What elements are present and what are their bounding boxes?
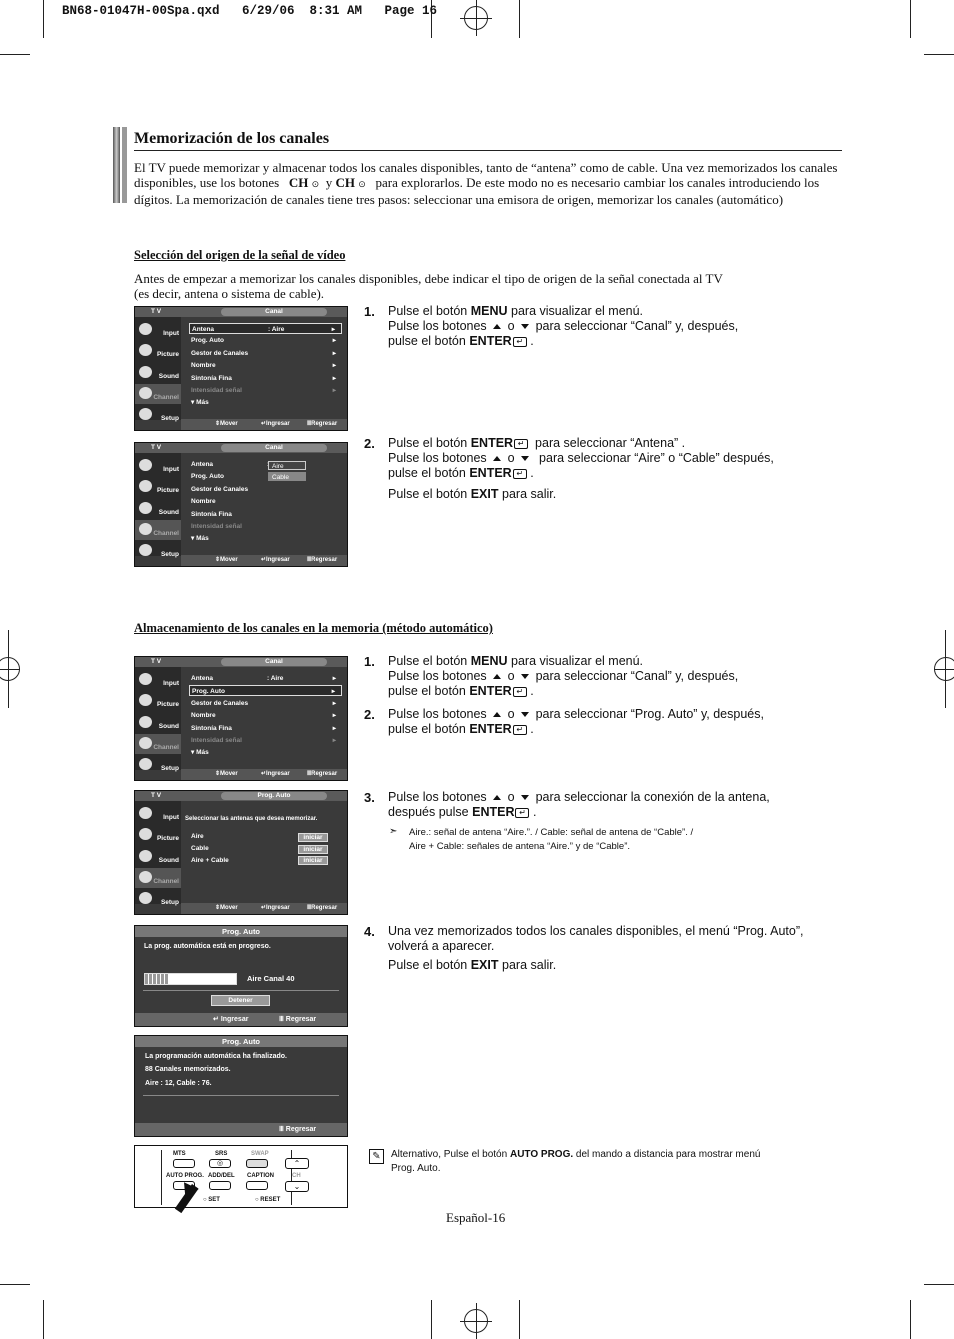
- enter-icon: ↵: [513, 337, 527, 347]
- step-number: 1.: [364, 654, 375, 669]
- option-cable[interactable]: Cable: [268, 472, 306, 481]
- done-message: La programación automática ha finalizado.: [145, 1053, 287, 1060]
- page-title: Memorización de los canales: [134, 130, 330, 147]
- intro-line-2: disponibles, use los botones CH ⊙ y CH ⊙ para explorarlos. De este modo no es necesario cambiar los canales introduciendo los: [134, 175, 820, 190]
- up-arrow-icon: [493, 456, 501, 461]
- caption-button[interactable]: [246, 1181, 268, 1190]
- menu-item-nombre[interactable]: Nombre ▸: [191, 362, 336, 369]
- menu-item-sintonia[interactable]: Sintonía Fina ▸: [191, 725, 336, 732]
- section1-text: Antes de empezar a memorizar los canales disponibles, debe indicar el tipo de origen de la señal conectada al TV (es decir, antena o sistema de cable).: [134, 271, 723, 301]
- channel-icon: [139, 523, 152, 535]
- add-del-button[interactable]: [209, 1181, 231, 1190]
- up-arrow-icon: [493, 324, 501, 329]
- tv-menu-screen-4: T V Prog. Auto Input Picture Sound Channel Setup Seleccionar las antenas que desea memorizar. Aire Cable Aire + Cable iniciar iniciar iniciar ⇕ Mover ↵ Ingresar Ⅲ Regresar: [134, 790, 348, 915]
- up-arrow-icon: [493, 674, 501, 679]
- menu-item-nombre[interactable]: Nombre: [191, 498, 216, 505]
- srs-label: SRS: [215, 1151, 228, 1157]
- swap-label: SWAP: [251, 1151, 269, 1157]
- intro-line-3: dígitos. La memorización de canales tiene tres pasos: seleccionar una emisora de origen, memorizar los canales (automático): [134, 192, 784, 207]
- progress-channel: Aire Canal 40: [247, 974, 295, 983]
- antenna-option-cable[interactable]: Cable: [191, 845, 209, 852]
- menu-item-mas[interactable]: ▾ Más: [191, 399, 209, 406]
- progress-message: La prog. automática está en progreso.: [144, 943, 271, 950]
- section1-heading: Selección del origen de la señal de vídeo: [134, 248, 346, 262]
- sound-icon: [139, 366, 152, 378]
- antenna-option-aire[interactable]: Aire: [191, 833, 204, 840]
- srs-button[interactable]: ◎: [209, 1159, 231, 1168]
- file-header: BN68-01047H-00Spa.qxd 6/29/06 8:31 AM Page 16: [62, 4, 438, 18]
- menu-item-sintonia[interactable]: Sintonía Fina: [191, 511, 232, 518]
- input-icon: [139, 323, 152, 335]
- step-number: 3.: [364, 790, 375, 805]
- sound-icon: [139, 850, 152, 862]
- up-arrow-icon: [493, 712, 501, 717]
- step-number: 4.: [364, 924, 375, 939]
- menu-item-gestor[interactable]: Gestor de Canales: [191, 486, 249, 493]
- ch-down-icon: ⊙: [358, 179, 366, 189]
- menu-item-sintonia[interactable]: Sintonía Fina ▸: [191, 375, 336, 382]
- tv-menu-screen-3: T V Canal Input Picture Sound Channel Setup Antena : Aire ▸ Prog. Auto ▸ Gestor de Canales ▸ Nombre ▸ Sintonía Fina ▸ Intensidad señal ▸ ▾ Más ⇕ Mover ↵ Ingresar Ⅲ Regresar: [134, 656, 348, 781]
- enter-icon: ↵: [513, 725, 527, 735]
- option-aire[interactable]: Aire: [268, 461, 306, 470]
- picture-icon: [139, 694, 152, 706]
- iniciar-button[interactable]: iniciar: [298, 856, 328, 865]
- picture-icon: [139, 344, 152, 356]
- dialog-title: Prog. Auto: [135, 926, 347, 937]
- setup-icon: [139, 892, 152, 904]
- section2-step-4: Una vez memorizados todos los canales disponibles, el menú “Prog. Auto”, volverá a aparecer. Pulse el botón EXIT para salir.: [388, 924, 804, 972]
- caption-label: CAPTION: [247, 1173, 274, 1179]
- channel-icon: [139, 871, 152, 883]
- title-bar: [113, 127, 120, 203]
- menu-item-mas[interactable]: ▾ Más: [191, 535, 209, 542]
- picture-icon: [139, 480, 152, 492]
- menu-item-gestor[interactable]: Gestor de Canales ▸: [191, 700, 336, 707]
- down-arrow-icon: [521, 324, 529, 329]
- section2-step-1: Pulse el botón MENU para visualizar el menú. Pulse los botones o para seleccionar “Canal” y, después, pulse el botón ENTER ↵ .: [388, 654, 739, 698]
- menu-item-prog-auto[interactable]: Prog. Auto: [191, 473, 224, 480]
- step3-note: Aire.: señal de antena “Aire.”. / Cable: señal de antena de “Cable”. / Aire + Cable: señales de antena “Aire.” y de “Cable”.: [409, 827, 694, 852]
- channel-icon: [139, 737, 152, 749]
- menu-item-mas[interactable]: ▾ Más: [191, 749, 209, 756]
- ch-down-button[interactable]: ⌄: [285, 1181, 309, 1192]
- step-number: 2.: [364, 707, 375, 722]
- setup-icon: [139, 544, 152, 556]
- ch-label: CH: [292, 1173, 301, 1179]
- detener-button[interactable]: Detener: [211, 995, 270, 1006]
- section1-step-1: Pulse el botón MENU para visualizar el menú. Pulse los botones o para seleccionar “Canal” y, después, pulse el botón ENTER ↵ .: [388, 304, 739, 348]
- progress-bar: [144, 973, 237, 985]
- intro-line-1: El TV puede memorizar y almacenar todos los canales disponibles, tanto de “antena” como de cable. Una vez memorizados los canales: [134, 160, 838, 175]
- intro-text: [134, 160, 844, 207]
- alternative-tip: Alternativo, Pulse el botón AUTO PROG. del mando a distancia para mostrar menú Prog. Auto.: [391, 1149, 761, 1174]
- ch-up-button[interactable]: ⌃: [285, 1158, 309, 1169]
- step-number: 2.: [364, 436, 375, 451]
- swap-button[interactable]: [246, 1159, 268, 1168]
- menu-item-nombre[interactable]: Nombre ▸: [191, 712, 336, 719]
- section2-step-2: Pulse los botones o para seleccionar “Prog. Auto” y, después, pulse el botón ENTER ↵ .: [388, 707, 764, 736]
- menu-item-intensidad: Intensidad señal: [191, 523, 242, 530]
- channels-count: 88 Canales memorizados.: [145, 1066, 231, 1073]
- up-arrow-icon: [493, 795, 501, 800]
- menu-item-gestor[interactable]: Gestor de Canales ▸: [191, 350, 336, 357]
- iniciar-button[interactable]: iniciar: [298, 833, 328, 842]
- menu-title: Canal: [221, 658, 327, 666]
- menu-item-antena[interactable]: Antena: [191, 461, 214, 468]
- input-icon: [139, 459, 152, 471]
- mts-button[interactable]: [173, 1159, 195, 1168]
- channel-icon: [139, 387, 152, 399]
- down-arrow-icon: [521, 795, 529, 800]
- menu-item-prog-auto[interactable]: Prog. Auto ▸: [191, 337, 336, 344]
- menu-item-intensidad: Intensidad señal ▸: [191, 387, 336, 394]
- input-icon: [139, 673, 152, 685]
- title-bar-accent: [122, 127, 127, 203]
- section2-heading: Almacenamiento de los canales en la memoria (método automático): [134, 621, 493, 635]
- prog-auto-done-screen: Prog. Auto La programación automática ha finalizado. 88 Canales memorizados. Aire : 12, Cable : 76. Ⅲ Regresar: [134, 1035, 348, 1137]
- prog-auto-progress-screen: Prog. Auto La prog. automática está en progreso. Aire Canal 40 Detener ↵ Ingresar Ⅲ Regresar: [134, 925, 348, 1027]
- menu-item-antena[interactable]: Antena : Aire ▸: [191, 675, 336, 682]
- section2-step-3: Pulse los botones o para seleccionar la conexión de la antena, después pulse ENTER ↵ .: [388, 790, 770, 819]
- picture-icon: [139, 828, 152, 840]
- enter-icon: ↵: [515, 808, 529, 818]
- setup-icon: [139, 408, 152, 420]
- select-antenna-label: Seleccionar las antenas que desea memorizar.: [185, 816, 318, 822]
- iniciar-button[interactable]: iniciar: [298, 845, 328, 854]
- section1-step-2: Pulse el botón ENTER ↵ para seleccionar “Antena” . Pulse los botones o para seleccionar “Aire” o “Cable” después, pulse el botón ENTER ↵ . Pulse el botón EXIT para salir.: [388, 436, 774, 501]
- menu-item-intensidad: Intensidad señal ▸: [191, 737, 336, 744]
- menu-title: Prog. Auto: [221, 792, 327, 800]
- menu-title: Canal: [221, 444, 327, 452]
- sound-icon: [139, 502, 152, 514]
- progress-fill: [145, 974, 168, 984]
- input-icon: [139, 807, 152, 819]
- enter-icon: ↵: [514, 439, 528, 449]
- note-pencil-icon: ✎: [369, 1149, 384, 1164]
- antenna-option-aire-cable[interactable]: Aire + Cable: [191, 857, 229, 864]
- enter-icon: ↵: [513, 469, 527, 479]
- tv-menu-screen-1: T V Canal Input Picture Sound Channel Setup Antena : Aire ▸ Prog. Auto ▸ Gestor de Canales ▸ Nombre ▸ Sintonía Fina ▸ Intensidad señal ▸ ▾ Más ⇕ Mover ↵ Ingresar Ⅲ Regresar: [134, 306, 348, 431]
- down-arrow-icon: [521, 712, 529, 717]
- setup-icon: [139, 758, 152, 770]
- channels-breakdown: Aire : 12, Cable : 76.: [145, 1080, 212, 1087]
- page-number: Español-16: [446, 1210, 506, 1225]
- step-number: 1.: [364, 304, 375, 319]
- mts-label: MTS: [173, 1151, 186, 1157]
- down-arrow-icon: [521, 674, 529, 679]
- sound-icon: [139, 716, 152, 728]
- note-arrow-icon: ➣: [389, 826, 398, 837]
- auto-prog-label: AUTO PROG.: [166, 1173, 204, 1179]
- menu-item-antena[interactable]: Antena : Aire ▸: [189, 323, 342, 334]
- menu-title: Canal: [221, 308, 327, 316]
- dialog-title: Prog. Auto: [135, 1036, 347, 1047]
- add-del-label: ADD/DEL: [208, 1173, 235, 1179]
- down-arrow-icon: [521, 456, 529, 461]
- remote-control-illustration: MTS SRS SWAP ◎ ⌃ AUTO PROG. ADD/DEL CAPTION CH ⌄ ○ SET ○ RESET: [134, 1145, 348, 1208]
- enter-icon: ↵: [513, 687, 527, 697]
- tv-menu-screen-2: T V Canal Input Picture Sound Channel Setup Antena Aire Cable Prog. Auto Gestor de Canales Nombre Sintonía Fina Intensidad señal ▾ Más ⇕ Mover ↵ Ingresar Ⅲ Regresar: [134, 442, 348, 567]
- menu-item-prog-auto[interactable]: Prog. Auto ▸: [189, 685, 342, 696]
- ch-up-icon: ⊙: [311, 179, 320, 189]
